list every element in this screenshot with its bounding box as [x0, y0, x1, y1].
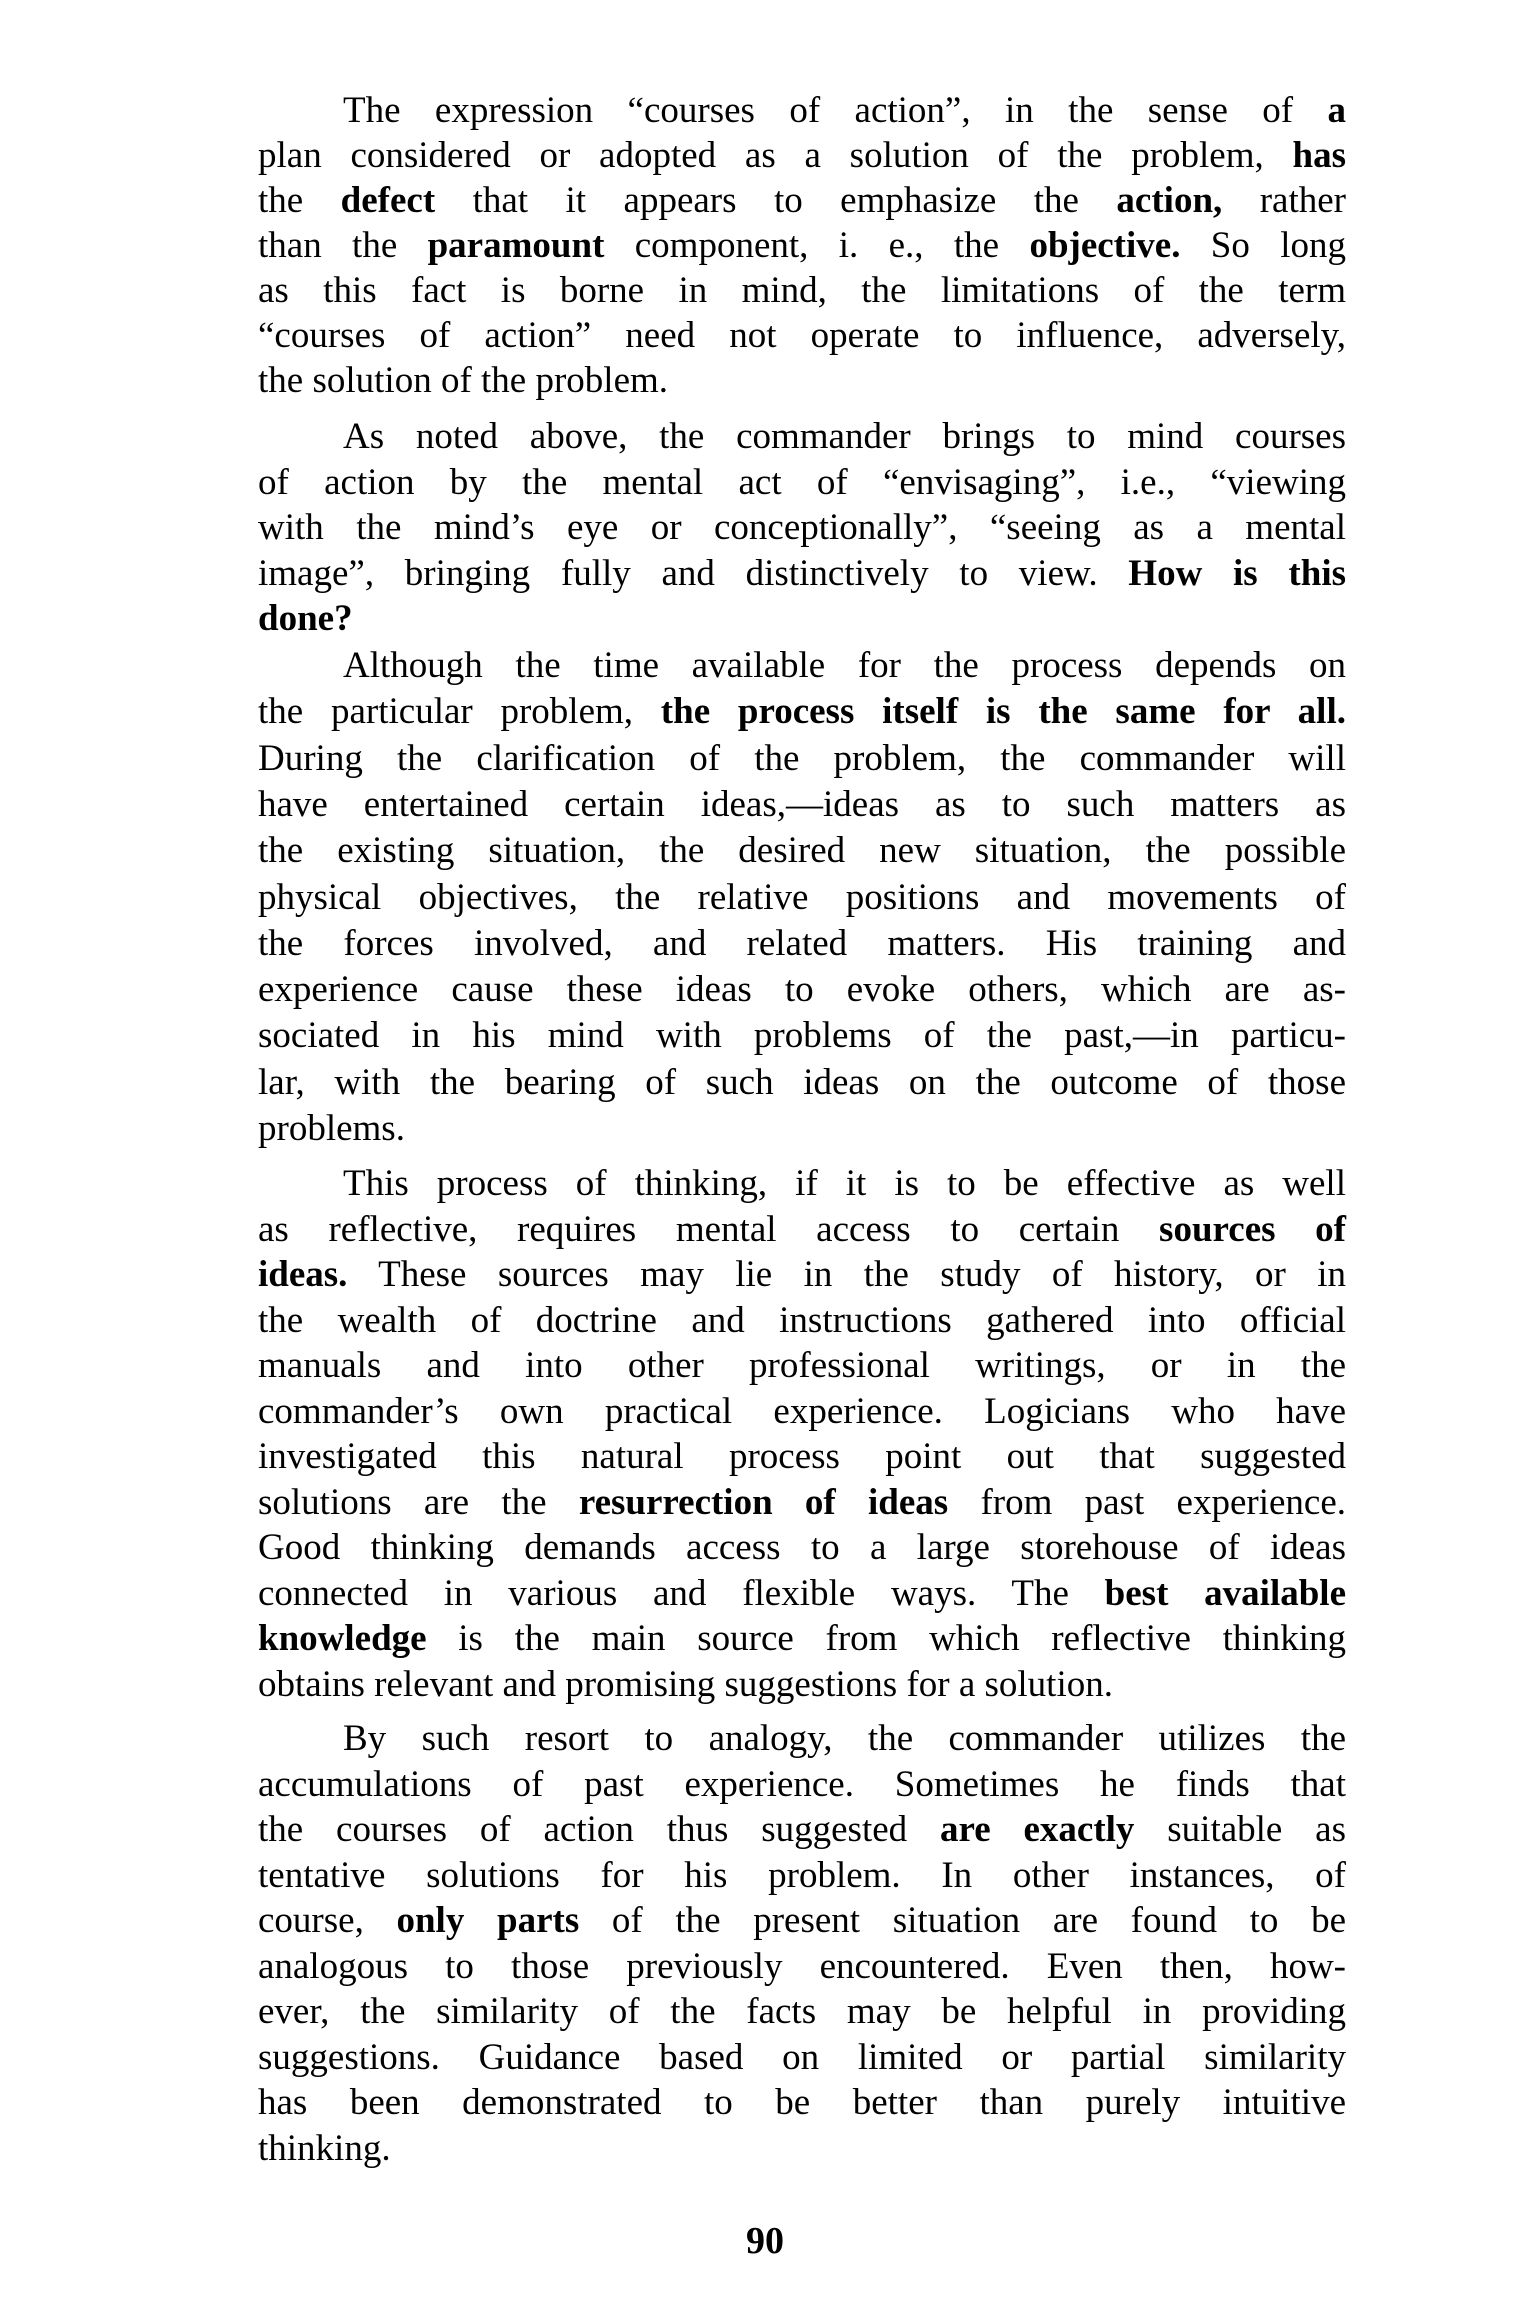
body-text: the: [258, 180, 341, 221]
bold-text: best available: [1104, 1572, 1347, 1614]
text-line: [258, 1298, 1346, 1344]
body-text: Although the time available for the process depends on: [343, 645, 1346, 686]
bold-text: sources of: [1159, 1208, 1346, 1250]
body-text: that it appears to emphasize the: [435, 180, 1117, 221]
text-line: [343, 643, 1346, 689]
body-text: During the clarification of the problem, the commander will: [258, 737, 1346, 779]
bold-text: How is this: [1128, 552, 1346, 594]
text-line: [258, 223, 1346, 269]
text-line: [258, 1013, 1346, 1059]
body-text: as reflective, requires mental access to certain: [258, 1208, 1160, 1250]
text-line: [258, 2080, 1346, 2126]
bold-text: a: [1327, 90, 1346, 131]
body-text: than the: [258, 225, 428, 266]
text-line: [258, 551, 1346, 597]
body-text: of action by the mental act of “envisaging”, i.e., “viewing: [258, 461, 1346, 503]
text-line: [258, 505, 1346, 551]
body-text: Good thinking demands access to a large storehouse of ideas: [258, 1527, 1346, 1568]
text-line: [258, 828, 1346, 874]
text-line: [258, 1898, 1346, 1944]
text-line: [258, 1480, 1346, 1526]
body-text: This process of thinking, if it is to be effective as well: [343, 1163, 1346, 1204]
body-text: manuals and into other professional writings, or in the: [258, 1345, 1346, 1386]
body-text: lar, with the bearing of such ideas on the outcome of those: [258, 1061, 1346, 1103]
text-line: [258, 1389, 1346, 1435]
body-text: obtains relevant and promising suggestions for a solution.: [258, 1663, 1113, 1705]
body-text: of the present situation are found to be: [579, 1900, 1347, 1941]
text-line: [258, 689, 1346, 735]
text-line: [258, 1106, 1346, 1152]
text-line: [258, 2126, 1346, 2172]
text-line: [258, 1662, 1346, 1708]
text-line: [258, 1571, 1346, 1617]
body-text: image”, bringing fully and distinctively to view.: [258, 552, 1129, 594]
bold-text: action,: [1116, 180, 1223, 221]
text-line: [258, 178, 1346, 224]
text-line: [258, 1252, 1346, 1298]
text-line: [258, 2035, 1346, 2081]
text-line: [258, 358, 1346, 404]
bold-text: has: [1292, 135, 1346, 176]
text-line: [343, 1161, 1346, 1207]
body-text: As noted above, the commander brings to mind courses: [343, 416, 1346, 457]
body-text: “courses of action” need not operate to influence, adversely,: [258, 315, 1346, 356]
body-text: as this fact is borne in mind, the limitations of the term: [258, 270, 1346, 311]
text-line: [258, 967, 1346, 1013]
text-line: [258, 921, 1346, 967]
text-line: [343, 1716, 1346, 1762]
body-text: the particular problem,: [258, 691, 661, 733]
body-text: course,: [258, 1900, 397, 1941]
text-line: [258, 1853, 1346, 1899]
body-text: investigated this natural process point out that suggested: [258, 1436, 1346, 1477]
body-text: is the main source from which reflective thinking: [426, 1618, 1346, 1659]
text-line: [258, 133, 1346, 179]
body-text: physical objectives, the relative positions and movements of: [258, 876, 1346, 918]
body-text: rather: [1222, 180, 1346, 221]
body-text: By such resort to analogy, the commander utilizes the: [343, 1718, 1346, 1759]
text-line: [258, 1762, 1346, 1808]
body-text: the courses of action thus suggested: [258, 1809, 940, 1850]
body-text: has been demonstrated to be better than purely intuitive: [258, 2082, 1346, 2123]
body-text: sociated in his mind with problems of the past,—in particu-: [258, 1015, 1346, 1057]
body-text: The expression “courses of action”, in the sense of: [343, 90, 1328, 131]
body-text: problems.: [258, 1108, 405, 1149]
body-text: connected in various and flexible ways. The: [258, 1572, 1105, 1614]
body-text: tentative solutions for his problem. In other instances, of: [258, 1854, 1346, 1896]
text-line: [258, 1989, 1346, 2035]
bold-text: are exactly: [939, 1809, 1135, 1850]
text-line: [258, 313, 1346, 359]
text-line: [258, 736, 1346, 782]
text-line: [258, 875, 1346, 921]
bold-text: ideas.: [258, 1254, 348, 1295]
body-text: the solution of the problem.: [258, 360, 669, 401]
body-text: These sources may lie in the study of history, or in: [347, 1254, 1346, 1295]
body-text: accumulations of past experience. Sometimes he finds that: [258, 1763, 1346, 1805]
bold-text: done?: [258, 598, 353, 639]
bold-text: only parts: [396, 1900, 580, 1941]
body-text: ever, the similarity of the facts may be helpful in providing: [258, 1991, 1346, 2032]
text-line: [258, 1807, 1346, 1853]
body-text: suitable as: [1134, 1809, 1347, 1850]
text-line: [258, 1434, 1346, 1480]
text-line: [258, 460, 1346, 506]
body-text: analogous to those previously encountered. Even then, how-: [258, 1945, 1346, 1987]
body-text: So long: [1180, 225, 1347, 266]
body-text: from past experience.: [948, 1481, 1346, 1523]
body-text: the wealth of doctrine and instructions gathered into official: [258, 1299, 1346, 1341]
bold-text: the process itself is the same for all.: [660, 691, 1346, 733]
text-line: [258, 1343, 1346, 1389]
text-line: [258, 596, 1346, 642]
bold-text: defect: [340, 180, 436, 221]
text-line: [258, 1060, 1346, 1106]
text-line: [258, 1616, 1346, 1662]
bold-text: knowledge: [258, 1618, 427, 1659]
body-text: have entertained certain ideas,—ideas as to such matters as: [258, 783, 1346, 825]
body-text: component, i. e., the: [604, 225, 1030, 266]
body-text: plan considered or adopted as a solution of the problem,: [258, 135, 1293, 176]
text-line: [258, 782, 1346, 828]
body-text: solutions are the: [258, 1481, 579, 1523]
text-line: [258, 1525, 1346, 1571]
bold-text: resurrection of ideas: [578, 1481, 949, 1523]
body-text: experience cause these ideas to evoke others, which are as-: [258, 969, 1346, 1011]
body-text: commander’s own practical experience. Logicians who have: [258, 1390, 1346, 1432]
body-text: suggestions. Guidance based on limited or partial similarity: [258, 2036, 1346, 2078]
text-line: [343, 414, 1346, 460]
body-text: the existing situation, the desired new situation, the possible: [258, 830, 1346, 872]
bold-text: objective.: [1029, 225, 1181, 266]
text-line: [258, 1207, 1346, 1253]
body-text: with the mind’s eye or conceptionally”, “seeing as a mental: [258, 507, 1346, 548]
body-text: thinking.: [258, 2127, 391, 2169]
text-line: [343, 88, 1346, 134]
text-line: [258, 1944, 1346, 1990]
page-number: 90: [746, 2220, 784, 2262]
body-text: the forces involved, and related matters. His training and: [258, 922, 1346, 964]
bold-text: paramount: [427, 225, 605, 266]
text-line: [258, 268, 1346, 314]
